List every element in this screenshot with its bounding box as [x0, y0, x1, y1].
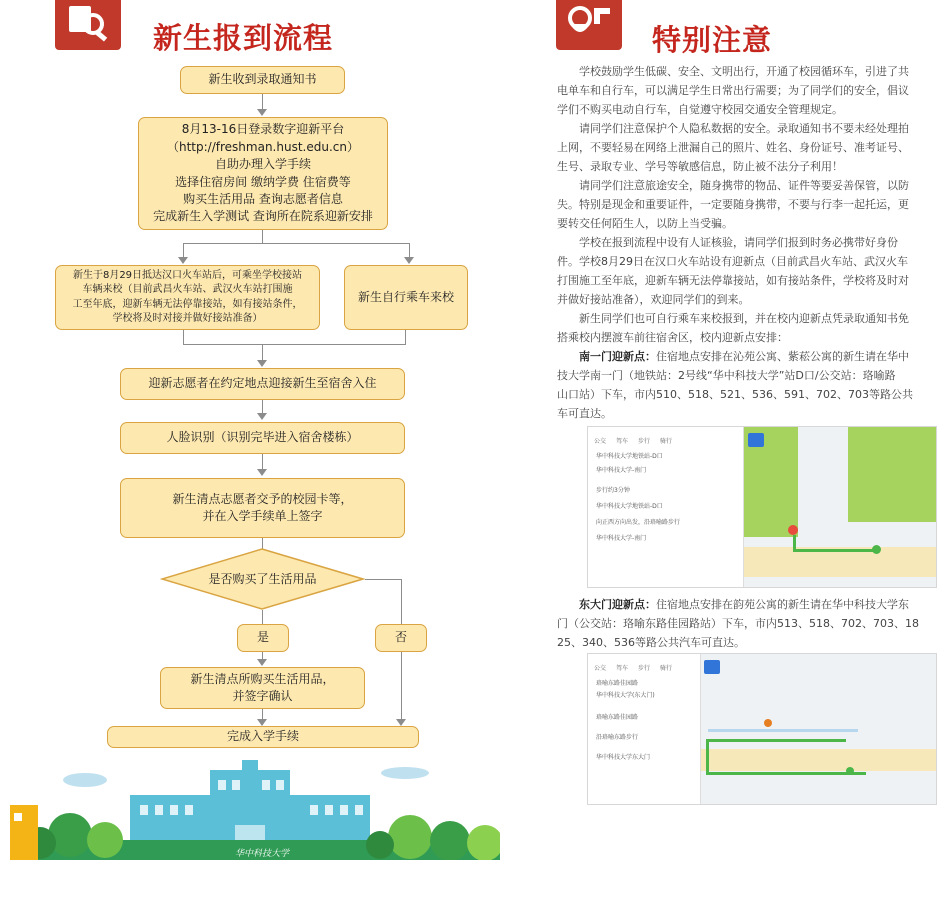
flow-no-label: [375, 624, 427, 652]
notice-paragraph-travel-safety: [557, 176, 951, 233]
flow-step-line: （http://freshman.hust.edu.cn）: [167, 139, 359, 154]
notice-paragraph-transport: [557, 62, 951, 119]
flow-step-online-platform: [138, 117, 388, 230]
paragraph-line: 打围施工至年底，迎新车辆无法停靠接站，如有接站条件，学校将及时对: [557, 274, 909, 287]
flow-step-volunteer-welcome: [120, 368, 405, 400]
flow-step-complete: [107, 726, 419, 748]
flow-step-text: 新生收到录取通知书: [208, 72, 317, 87]
flow-branch-self-travel: [344, 265, 468, 330]
flow-no-text: 否: [394, 630, 407, 645]
flow-decision-text: 是否购买了生活用品: [208, 572, 317, 586]
map-row[interactable]: 步行约3分钟: [596, 487, 630, 494]
flow-branch-station-pickup: [55, 265, 320, 330]
flow-step-line: 完成新生入学测试 查询所在院系迎新安排: [153, 209, 373, 224]
left-section-title: 新生报到流程: [153, 21, 334, 55]
map-tab-ride[interactable]: 骑行: [660, 437, 673, 445]
flow-branch-line: 车辆来校（目前武昌火车站、武汉火车站打围施: [82, 284, 293, 295]
notice-paragraph-id-check: [557, 233, 951, 309]
paragraph-line: 并做好接站准备），欢迎同学们的到来。: [557, 293, 750, 306]
destination-marker-icon: [764, 719, 772, 727]
destination-marker-icon: [788, 525, 798, 535]
flow-step-line: 购买生活用品 查询志愿者信息: [183, 191, 343, 206]
flow-branch-text: 新生自行乘车来校: [357, 289, 454, 304]
south-gate-label: 南一门迎新点：: [579, 350, 656, 363]
notice-east-gate: [557, 595, 951, 652]
map-tab-drive[interactable]: 驾车: [616, 664, 629, 672]
paragraph-line: 车可直达。: [557, 407, 612, 420]
map-search-button[interactable]: [748, 433, 764, 447]
right-section-title: 特别注意: [652, 23, 773, 57]
south-gate-route-map[interactable]: [587, 426, 937, 588]
campus-illustration: [10, 755, 500, 860]
paragraph-line: 住宿地点安排在沁苑公寓、紫菘公寓的新生请在华中: [656, 350, 909, 363]
location-pin-icon: [556, 0, 622, 50]
paragraph-line: 请同学们注意旅途安全，随身携带的物品、证件等要妥善保管，以防: [557, 179, 909, 192]
flow-step-check-card: [120, 478, 405, 538]
map-row[interactable]: 华中科技大学-南门: [596, 467, 647, 474]
flow-step-line: 并在入学手续单上签字: [202, 509, 323, 523]
notice-south-gate: [557, 347, 951, 423]
map-tab-bus[interactable]: 公交: [594, 437, 607, 445]
paragraph-line: 住宿地点安排在韵苑公寓的新生请在华中科技大学东: [656, 598, 909, 611]
paragraph-line: 学校在报到流程中设有人证核验，请同学们报到时务必携带好身份: [557, 236, 898, 249]
flow-yes-text: 是: [256, 630, 269, 645]
map-row[interactable]: 珞喻东路佳园路: [596, 714, 639, 721]
flow-step-confirm-purchase: [160, 667, 365, 709]
map-row[interactable]: 华中科技大学-南门: [596, 535, 647, 542]
paragraph-line: 门（公交站：珞喻东路佳园路站）下车，市内513、518、702、703、18: [557, 617, 919, 630]
east-gate-route-map[interactable]: [587, 653, 937, 805]
flow-step-text: 完成入学手续: [226, 729, 299, 744]
east-gate-label: 东大门迎新点：: [579, 598, 656, 611]
paragraph-line: 学校鼓励学生低碳、安全、文明出行，开通了校园循环车，引进了共: [557, 65, 909, 78]
map-tab-ride[interactable]: 骑行: [660, 664, 673, 672]
university-logo-text: 华中科技大学: [235, 849, 290, 859]
flow-step-face-recognition: [120, 422, 405, 454]
origin-marker-icon: [872, 545, 881, 554]
map-search-button[interactable]: [704, 660, 720, 674]
flow-branch-line: 工至年底，迎新车辆无法停靠接站，如有接站条件，: [72, 298, 303, 310]
paragraph-line: 搭乘校内摆渡车前往宿舍区，校内迎新点安排：: [557, 331, 788, 344]
paragraph-line: 件。学校8月29日在汉口火车站设有迎新点（目前武昌火车站、武汉火车: [557, 255, 908, 268]
flow-step-text: 迎新志愿者在约定地点迎接新生至宿舍入住: [148, 376, 377, 391]
map-tab-bus[interactable]: 公交: [594, 664, 607, 672]
flow-step-line: 选择住宿房间 缴纳学费 住宿费等: [175, 174, 351, 189]
notice-paragraph-privacy: [557, 119, 951, 176]
map-tab-walk[interactable]: 步行: [638, 664, 651, 672]
origin-marker-icon: [846, 767, 854, 775]
map-row[interactable]: 向正西方向出发，沿珞喻路步行: [596, 519, 681, 526]
flow-step-text: 人脸识别（识别完毕进入宿舍楼栋）: [166, 430, 359, 445]
right-header-icon-block: [556, 0, 622, 50]
map-tab-drive[interactable]: 驾车: [616, 437, 629, 445]
left-header-icon-block: [55, 0, 121, 50]
paragraph-line: 25、340、536等路公共汽车可直达。: [557, 636, 745, 649]
flow-branch-line: 学校将及时对接并做好接站准备）: [112, 313, 263, 324]
flow-branch-line: 新生于8月29日抵达汉口火车站后，可乘坐学校接站: [72, 269, 303, 281]
paragraph-line: 上网，不要轻易在网络上泄漏自己的照片、姓名、身份证号、准考证号、: [557, 141, 909, 154]
notice-paragraph-self-travel: [557, 309, 951, 347]
paragraph-line: 生号、录取专业、学号等敏感信息，防止被不法分子利用！: [557, 160, 843, 173]
flow-step-line: 自助办理入学手续: [214, 157, 311, 172]
paragraph-line: 技大学南一门（地铁站：2号线“华中科技大学”站D口/公交站：珞喻路: [557, 369, 896, 382]
paragraph-line: 山口站）下车，市内510、518、521、536、591、702、703等路公共: [557, 388, 913, 401]
flow-step-receive-notice: [180, 66, 345, 94]
flow-yes-label: [237, 624, 289, 652]
paragraph-line: 新生同学们也可自行乘车来校报到，并在校内迎新点凭录取通知书免: [557, 312, 909, 325]
map-row[interactable]: 华中科技大学东大门: [596, 754, 651, 761]
map-tab-walk[interactable]: 步行: [638, 437, 651, 445]
paragraph-line: 学们不购买电动自行车，自觉遵守校园交通安全管理规定。: [557, 103, 843, 116]
map-row[interactable]: 沿珞喻东路步行: [596, 734, 639, 741]
map-row[interactable]: 华中科技大学地铁站-D口: [596, 453, 663, 460]
paragraph-line: 失。特别是现金和重要证件，一定要随身携带，不要与行李一起托运，更: [557, 198, 909, 211]
flow-step-line: 新生清点志愿者交予的校园卡等，: [172, 491, 353, 506]
paragraph-line: 要转交任何陌生人，以防上当受骗。: [557, 217, 733, 230]
flow-step-line: 并签字确认: [232, 689, 293, 703]
map-row[interactable]: 华中科技大学地铁站-D口: [596, 503, 663, 510]
flow-step-line: 8月13-16日登录数字迎新平台: [181, 122, 345, 137]
flow-step-line: 新生清点所购买生活用品，: [190, 671, 335, 686]
paragraph-line: 请同学们注意保护个人隐私数据的安全。录取通知书不要未经处理拍: [557, 122, 909, 135]
map-row[interactable]: 华中科技大学(东大门): [596, 692, 655, 699]
paragraph-line: 电单车和自行车，可以满足学生日常出行需要；为了同学们的安全，倡议: [557, 84, 909, 97]
map-row[interactable]: 珞喻东路佳园路: [596, 680, 639, 687]
search-document-icon: [55, 0, 121, 50]
